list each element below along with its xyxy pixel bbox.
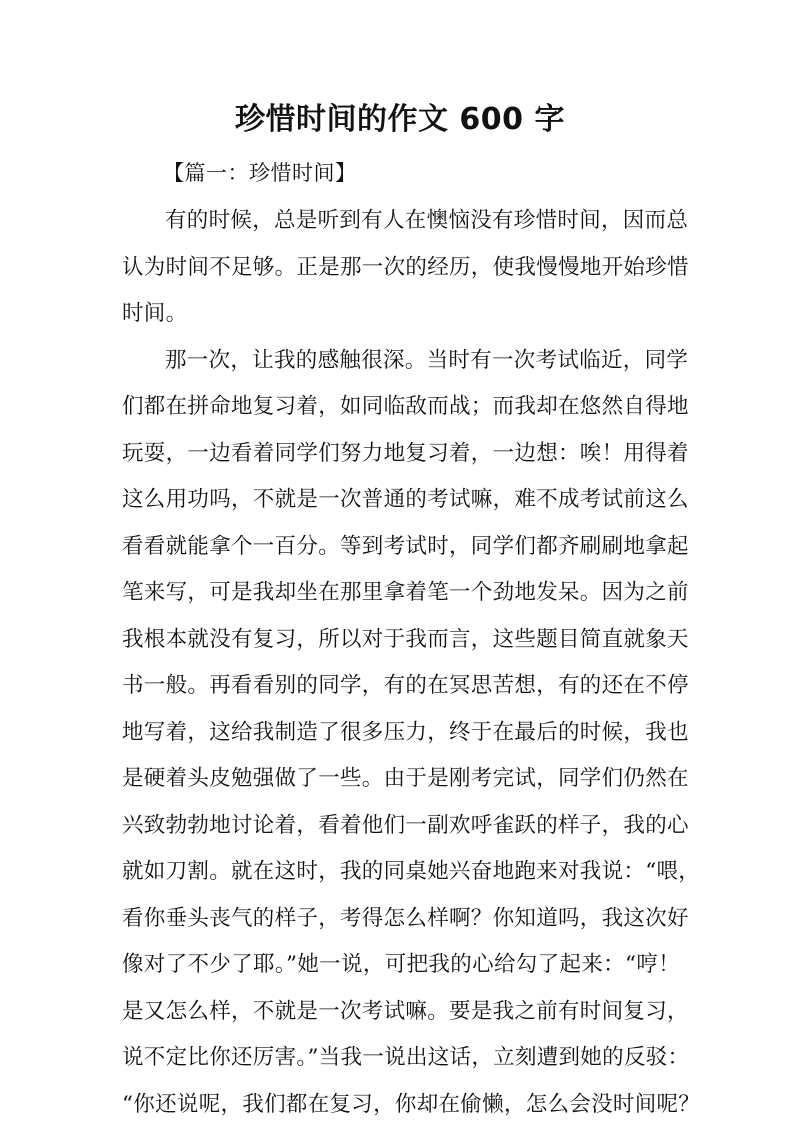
text-line: 我根本就没有复习，所以对于我而言，这些题目简直就象天 [122, 626, 689, 652]
text-line: 书一般。再看看别的同学，有的在冥思苦想，有的还在不停 [122, 673, 689, 698]
text-line: 认为时间不足够。正是那一次的经历，使我慢慢地开始珍惜 [122, 254, 689, 280]
text-line: 像对了不少了耶。”她一说，可把我的心给勾了起来：“哼！ [122, 952, 680, 977]
text-line: 地写着，这给我制造了很多压力，终于在最后的时候，我也 [122, 719, 689, 745]
text-line: 是又怎么样，不就是一次考试嘛。要是我之前有时间复习， [122, 998, 689, 1024]
text-line: 有的时候，总是听到有人在懊恼没有珍惜时间，因而总 [165, 208, 689, 233]
text-line: 们都在拼命地复习着，如同临敌而战；而我却在悠然自得地 [122, 394, 689, 419]
text-line: 这么用功吗，不就是一次普通的考试嘛，难不成考试前这么 [122, 487, 689, 512]
essay-body [122, 198, 701, 1128]
text-line: 就如刀割。就在这时，我的同桌她兴奋地跑来对我说：“喂， [122, 859, 701, 884]
text-line: 玩耍，一边看着同学们努力地复习着，一边想：唉！用得着 [122, 440, 689, 466]
text-line: 说不定比你还厉害。”当我一说出这话，立刻遭到她的反驳： [122, 1045, 690, 1070]
text-line: 那一次，让我的感触很深。当时有一次考试临近，同学 [165, 347, 689, 373]
text-line: 兴致勃勃地讨论着，看着他们一副欢呼雀跃的样子，我的心 [122, 812, 689, 838]
text-line: 看看就能拿个一百分。等到考试时，同学们都齐刷刷地拿起 [122, 533, 689, 559]
text-line: “你还说呢，我们都在复习，你却在偷懒，怎么会没时间呢？ [122, 1091, 701, 1117]
text-line: 时间。 [122, 301, 188, 326]
text-line: 笔来写，可是我却坐在那里拿着笔一个劲地发呆。因为之前 [122, 580, 689, 605]
section-heading: 【篇一：珍惜时间】 [163, 161, 357, 185]
text-line: 看你垂头丧气的样子，考得怎么样啊？你知道吗，我这次好 [122, 905, 689, 931]
document-title: 珍惜时间的作文 600 字 [234, 102, 565, 137]
text-line: 是硬着头皮勉强做了一些。由于是刚考完试，同学们仍然在 [122, 766, 689, 791]
